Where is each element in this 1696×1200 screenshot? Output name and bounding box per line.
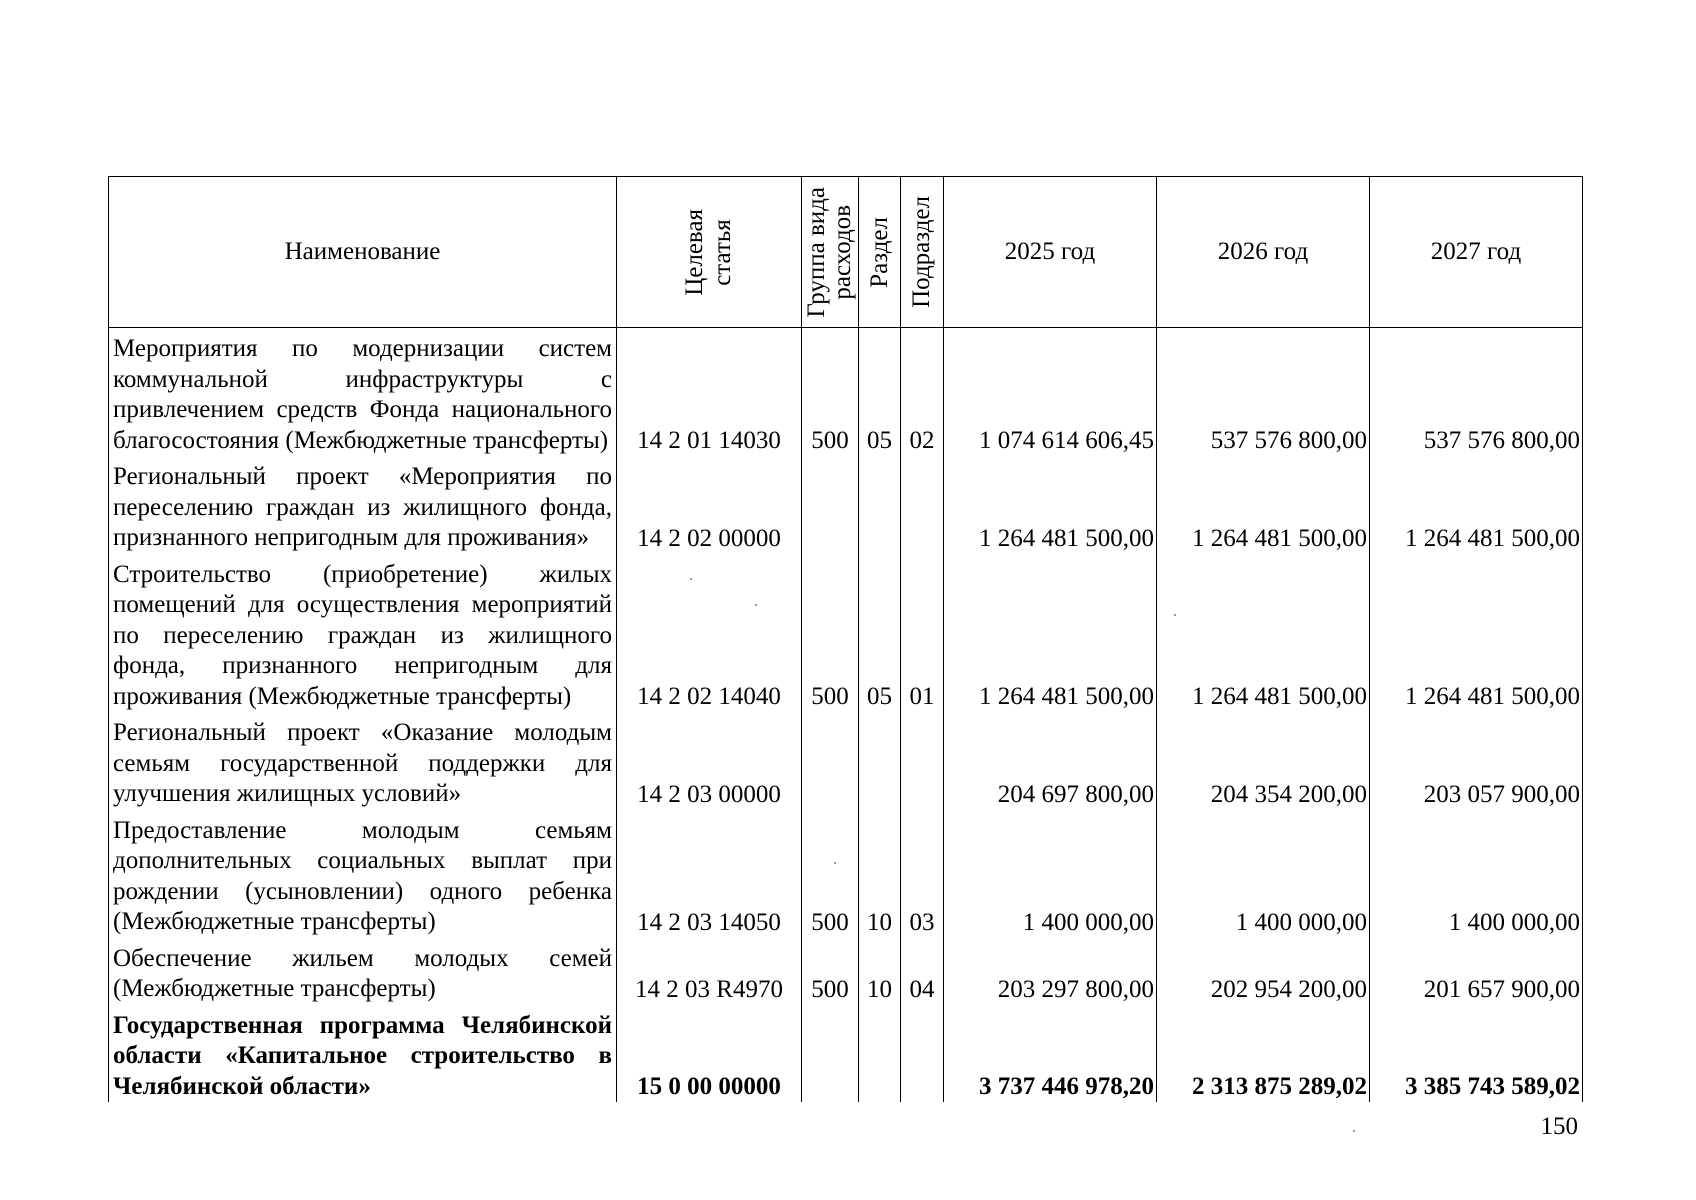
row-subsection: 04 — [901, 938, 944, 1005]
row-amount-2026: 202 954 200,00 — [1157, 938, 1370, 1005]
table-row — [109, 456, 1583, 554]
row-target-article: 14 2 03 R4970 — [617, 938, 802, 1005]
scan-speck — [834, 862, 836, 864]
row-amount-2026: 1 264 481 500,00 — [1157, 554, 1370, 713]
budget-table — [108, 176, 1583, 1102]
row-amount-2027: 537 576 800,00 — [1370, 328, 1583, 457]
scan-speck — [1174, 614, 1176, 616]
row-expense-group — [802, 712, 859, 810]
row-subsection — [901, 1005, 944, 1103]
row-amount-2027: 1 264 481 500,00 — [1370, 554, 1583, 713]
row-section: 10 — [859, 810, 901, 938]
header-year-2025: 2025 год — [944, 177, 1157, 328]
row-section — [859, 712, 901, 810]
row-subsection: 03 — [901, 810, 944, 938]
page-number: 150 — [1540, 1113, 1578, 1140]
row-section — [859, 1005, 901, 1103]
row-expense-group: 500 — [802, 810, 859, 938]
row-subsection: 01 — [901, 554, 944, 713]
row-amount-2027: 1 400 000,00 — [1370, 810, 1583, 938]
table-row — [109, 328, 1583, 457]
scan-speck — [690, 578, 692, 580]
table-row — [109, 810, 1583, 938]
header-target-article: Целевая статья — [617, 177, 802, 328]
row-name: Строительство (приобретение) жилых помещений для осуществления мероприятий по переселению граждан из жилищного фонда, признанного непригодным для проживания (Межбюджетные трансферты) — [109, 554, 617, 713]
row-amount-2025: 1 074 614 606,45 — [944, 328, 1157, 457]
header-expense-group: Группа вида расходов — [802, 177, 859, 328]
row-subsection — [901, 712, 944, 810]
table-header-row — [109, 177, 1583, 328]
header-year-2027: 2027 год — [1370, 177, 1583, 328]
row-amount-2026: 1 264 481 500,00 — [1157, 456, 1370, 554]
header-year-2026: 2026 год — [1157, 177, 1370, 328]
scan-speck — [755, 604, 757, 606]
table-row — [109, 712, 1583, 810]
row-expense-group: 500 — [802, 554, 859, 713]
header-name: Наименование — [109, 177, 617, 328]
row-amount-2025: 204 697 800,00 — [944, 712, 1157, 810]
row-amount-2026: 204 354 200,00 — [1157, 712, 1370, 810]
row-expense-group: 500 — [802, 938, 859, 1005]
row-target-article: 14 2 03 00000 — [617, 712, 802, 810]
row-name: Предоставление молодым семьям дополнительных социальных выплат при рождении (усыновлении) одного ребенка (Межбюджетные трансферты) — [109, 810, 617, 938]
table-row-total — [109, 1005, 1583, 1103]
row-section — [859, 456, 901, 554]
row-subsection: 02 — [901, 328, 944, 457]
row-section: 05 — [859, 554, 901, 713]
row-amount-2025: 1 400 000,00 — [944, 810, 1157, 938]
row-amount-2026: 1 400 000,00 — [1157, 810, 1370, 938]
row-expense-group: 500 — [802, 328, 859, 457]
row-amount-2025: 1 264 481 500,00 — [944, 456, 1157, 554]
row-target-article: 14 2 03 14050 — [617, 810, 802, 938]
row-name: Государственная программа Челябинской области «Капитальное строительство в Челябинской области» — [109, 1005, 617, 1103]
row-amount-2027: 3 385 743 589,02 — [1370, 1005, 1583, 1103]
row-name: Региональный проект «Мероприятия по переселению граждан из жилищного фонда, признанного непригодным для проживания» — [109, 456, 617, 554]
scan-speck — [1353, 1130, 1355, 1132]
row-target-article: 14 2 02 14040 — [617, 554, 802, 713]
row-subsection — [901, 456, 944, 554]
row-name: Обеспечение жильем молодых семей (Межбюджетные трансферты) — [109, 938, 617, 1005]
row-amount-2025: 203 297 800,00 — [944, 938, 1157, 1005]
row-amount-2025: 1 264 481 500,00 — [944, 554, 1157, 713]
header-section: Раздел — [859, 177, 901, 328]
row-amount-2026: 537 576 800,00 — [1157, 328, 1370, 457]
row-section: 05 — [859, 328, 901, 457]
row-amount-2027: 201 657 900,00 — [1370, 938, 1583, 1005]
row-name: Региональный проект «Оказание молодым семьям государственной поддержки для улучшения жилищных условий» — [109, 712, 617, 810]
header-subsection: Подраздел — [901, 177, 944, 328]
table-row — [109, 554, 1583, 713]
row-target-article: 14 2 02 00000 — [617, 456, 802, 554]
row-expense-group — [802, 1005, 859, 1103]
row-target-article: 14 2 01 14030 — [617, 328, 802, 457]
row-target-article: 15 0 00 00000 — [617, 1005, 802, 1103]
row-section: 10 — [859, 938, 901, 1005]
row-amount-2027: 203 057 900,00 — [1370, 712, 1583, 810]
row-amount-2027: 1 264 481 500,00 — [1370, 456, 1583, 554]
row-name: Мероприятия по модернизации систем коммунальной инфраструктуры с привлечением средств Фонда национального благосостояния (Межбюджетные трансферты) — [109, 328, 617, 457]
table-row — [109, 938, 1583, 1005]
row-amount-2026: 2 313 875 289,02 — [1157, 1005, 1370, 1103]
row-expense-group — [802, 456, 859, 554]
row-amount-2025: 3 737 446 978,20 — [944, 1005, 1157, 1103]
